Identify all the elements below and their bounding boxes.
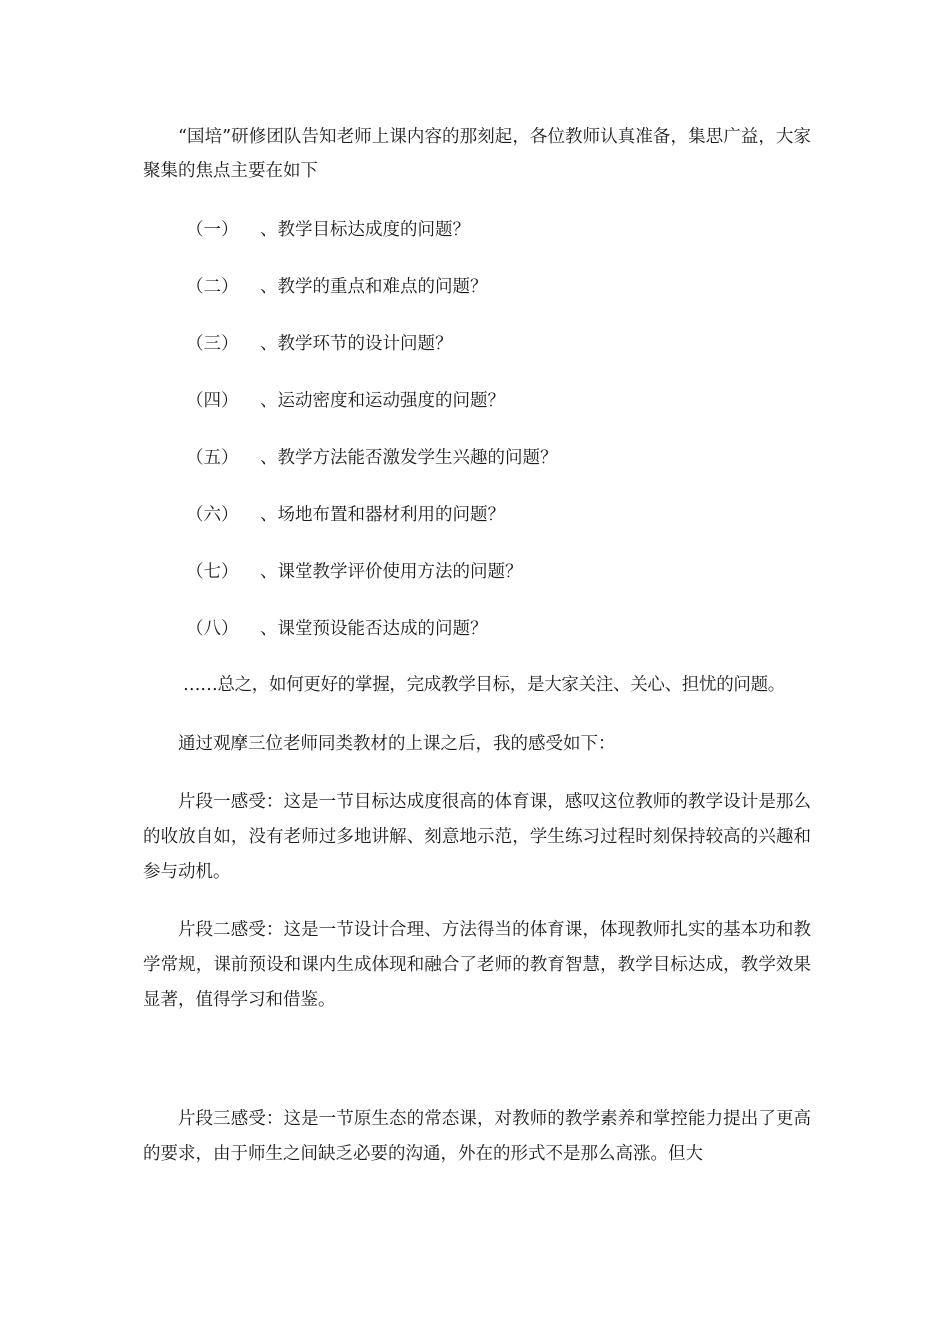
list-item-3 bbox=[186, 330, 453, 358]
intro-paragraph: “国培”研修团队告知老师上课内容的那刻起，各位教师认真准备，集思广益，大家聚集的焦点主要在如下 bbox=[143, 127, 811, 181]
segment-1-paragraph: 片段一感受：这是一节目标达成度很高的体育课，感叹这位教师的教学设计是那么的收放自如，没有老师过多地讲解、刻意地示范，学生练习过程时刻保持较高的兴趣和参与动机。 bbox=[143, 792, 811, 882]
list-item-5 bbox=[186, 444, 558, 472]
list-item-number: （八） bbox=[186, 619, 239, 639]
list-item-text: 、教学环节的设计问题？ bbox=[260, 334, 453, 354]
list-item-4 bbox=[186, 387, 505, 415]
list-item-text: 、场地布置和器材利用的问题？ bbox=[260, 505, 505, 525]
summary-paragraph: ……总之，如何更好的掌握，完成教学目标，是大家关注、关心、担忧的问题。 bbox=[183, 675, 785, 695]
list-item-text: 、教学目标达成度的问题？ bbox=[260, 220, 470, 240]
list-item-text: 、课堂预设能否达成的问题？ bbox=[260, 619, 488, 639]
list-item-number: （七） bbox=[186, 562, 239, 582]
list-item-number: （六） bbox=[186, 505, 239, 525]
list-item-text: 、教学的重点和难点的问题？ bbox=[260, 277, 488, 297]
list-item-7 bbox=[186, 558, 523, 586]
list-item-text: 、课堂教学评价使用方法的问题？ bbox=[260, 562, 523, 582]
list-item-6 bbox=[186, 501, 505, 529]
segment-2-paragraph: 片段二感受：这是一节设计合理、方法得当的体育课，体现教师扎实的基本功和教学常规，课前预设和课内生成体现和融合了老师的教育智慧，教学目标达成，教学效果显著，值得学习和借鉴。 bbox=[143, 920, 811, 1010]
list-item-number: （四） bbox=[186, 391, 239, 411]
list-item-8 bbox=[186, 615, 488, 643]
list-item-text: 、运动密度和运动强度的问题？ bbox=[260, 391, 505, 411]
list-item-text: 、教学方法能否激发学生兴趣的问题？ bbox=[260, 448, 558, 468]
list-item-1 bbox=[186, 216, 470, 244]
list-item-number: （五） bbox=[186, 448, 239, 468]
list-item-number: （三） bbox=[186, 334, 239, 354]
list-item-2 bbox=[186, 273, 488, 301]
list-item-number: （一） bbox=[186, 220, 239, 240]
observation-paragraph: 通过观摩三位老师同类教材的上课之后，我的感受如下： bbox=[178, 734, 616, 754]
list-item-number: （二） bbox=[186, 277, 239, 297]
segment-3-paragraph: 片段三感受：这是一节原生态的常态课，对教师的教学素养和掌控能力提出了更高的要求，由于师生之间缺乏必要的沟通，外在的形式不是那么高涨。但大 bbox=[143, 1109, 811, 1164]
